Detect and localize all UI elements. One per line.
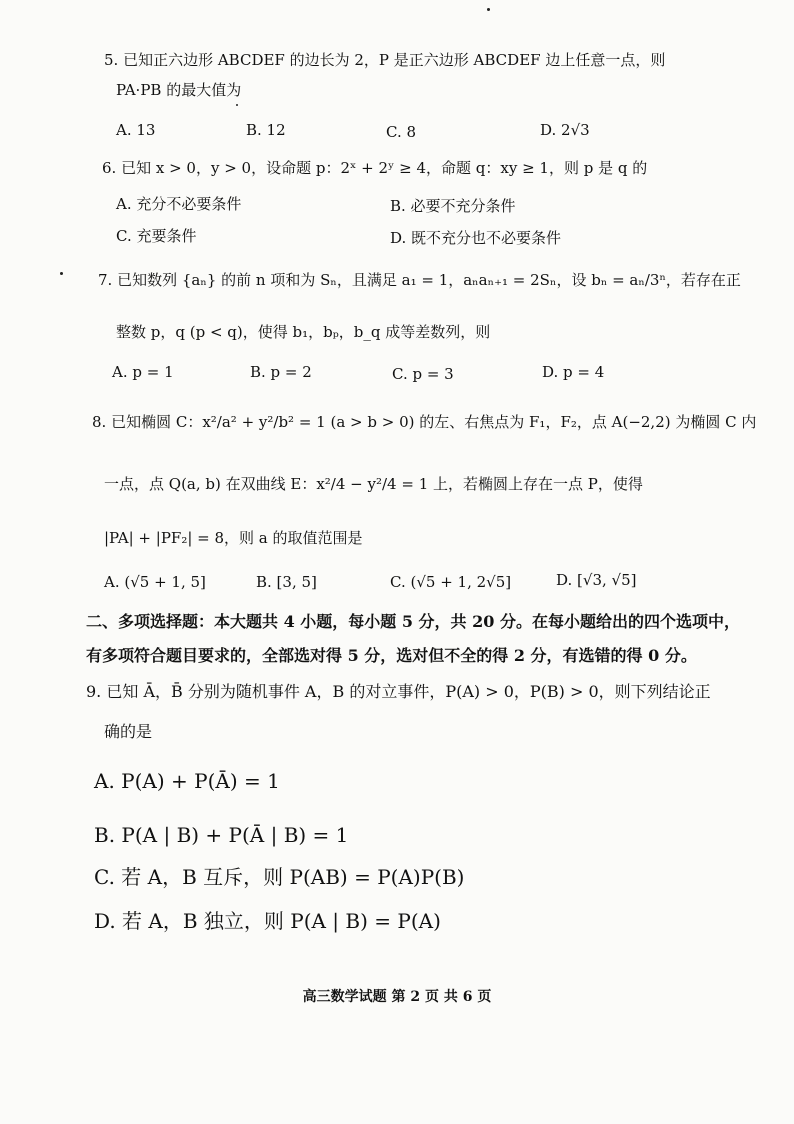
q5-option-a: A. 13 [116, 121, 156, 139]
q8-option-b: B. [3, 5] [256, 573, 317, 591]
q9-stem-line1: 9. 已知 Ā，B̄ 分别为随机事件 A，B 的对立事件，P(A) > 0，P(B) > 0，则下列结论正 [86, 682, 711, 701]
scan-speck [60, 272, 63, 275]
q6-option-d: D. 既不充分也不必要条件 [390, 229, 562, 247]
q8-option-a: A. (√5 + 1, 5] [104, 573, 206, 591]
q5-stem-line1: 5. 已知正六边形 ABCDEF 的边长为 2，P 是正六边形 ABCDEF 边上任意一点，则 [104, 51, 666, 69]
q6-option-a: A. 充分不必要条件 [116, 195, 242, 213]
q8-stem-line3: |PA| + |PF₂| = 8，则 a 的取值范围是 [104, 529, 363, 547]
q7-stem-line1: 7. 已知数列 {aₙ} 的前 n 项和为 Sₙ，且满足 a₁ = 1，aₙaₙ₊₁ = 2Sₙ，设 bₙ = aₙ/3ⁿ，若存在正 [98, 271, 741, 289]
q5-option-c: C. 8 [386, 123, 417, 141]
q9-option-b: B. P(A | B) + P(Ā | B) = 1 [94, 823, 349, 847]
scan-speck [487, 8, 490, 11]
q5-stem-line2: PA·PB 的最大值为 [116, 81, 242, 99]
scan-speck [236, 104, 238, 106]
q7-option-d: D. p = 4 [542, 363, 605, 381]
q5-option-d: D. 2√3 [540, 121, 590, 139]
q9-stem-line2: 确的是 [104, 722, 153, 741]
page-footer: 高三数学试题 第 2 页 共 6 页 [302, 989, 492, 1005]
q9-option-d: D. 若 A，B 独立，则 P(A | B) = P(A) [94, 909, 441, 933]
q9-option-a: A. P(A) + P(Ā) = 1 [94, 769, 280, 793]
q6-option-b: B. 必要不充分条件 [390, 197, 516, 215]
q8-option-d: D. [√3, √5] [556, 571, 637, 589]
section2-heading-line1: 二、多项选择题：本大题共 4 小题，每小题 5 分，共 20 分。在每小题给出的四个选项中， [86, 612, 740, 631]
q7-option-c: C. p = 3 [392, 365, 454, 383]
q7-option-a: A. p = 1 [112, 363, 174, 381]
q8-stem-line1: 8. 已知椭圆 C：x²/a² + y²/b² = 1 (a > b > 0) 的左、右焦点为 F₁，F₂，点 A(−2,2) 为椭圆 C 内 [92, 413, 757, 431]
q7-stem-line2: 整数 p，q (p < q)，使得 b₁，bₚ，b_q 成等差数列，则 [116, 323, 491, 341]
q8-option-c: C. (√5 + 1, 2√5] [390, 573, 512, 591]
q6-stem: 6. 已知 x > 0，y > 0，设命题 p：2ˣ + 2ʸ ≥ 4，命题 q：xy ≥ 1，则 p 是 q 的 [102, 159, 648, 177]
section2-heading-line2: 有多项符合题目要求的，全部选对得 5 分，选对但不全的得 2 分，有选错的得 0 分。 [86, 646, 697, 665]
q5-option-b: B. 12 [246, 121, 286, 139]
q6-option-c: C. 充要条件 [116, 227, 197, 245]
q9-option-c: C. 若 A，B 互斥，则 P(AB) = P(A)P(B) [94, 865, 465, 889]
q8-stem-line2: 一点，点 Q(a, b) 在双曲线 E：x²/4 − y²/4 = 1 上，若椭圆上存在一点 P，使得 [104, 475, 643, 493]
q7-option-b: B. p = 2 [250, 363, 312, 381]
